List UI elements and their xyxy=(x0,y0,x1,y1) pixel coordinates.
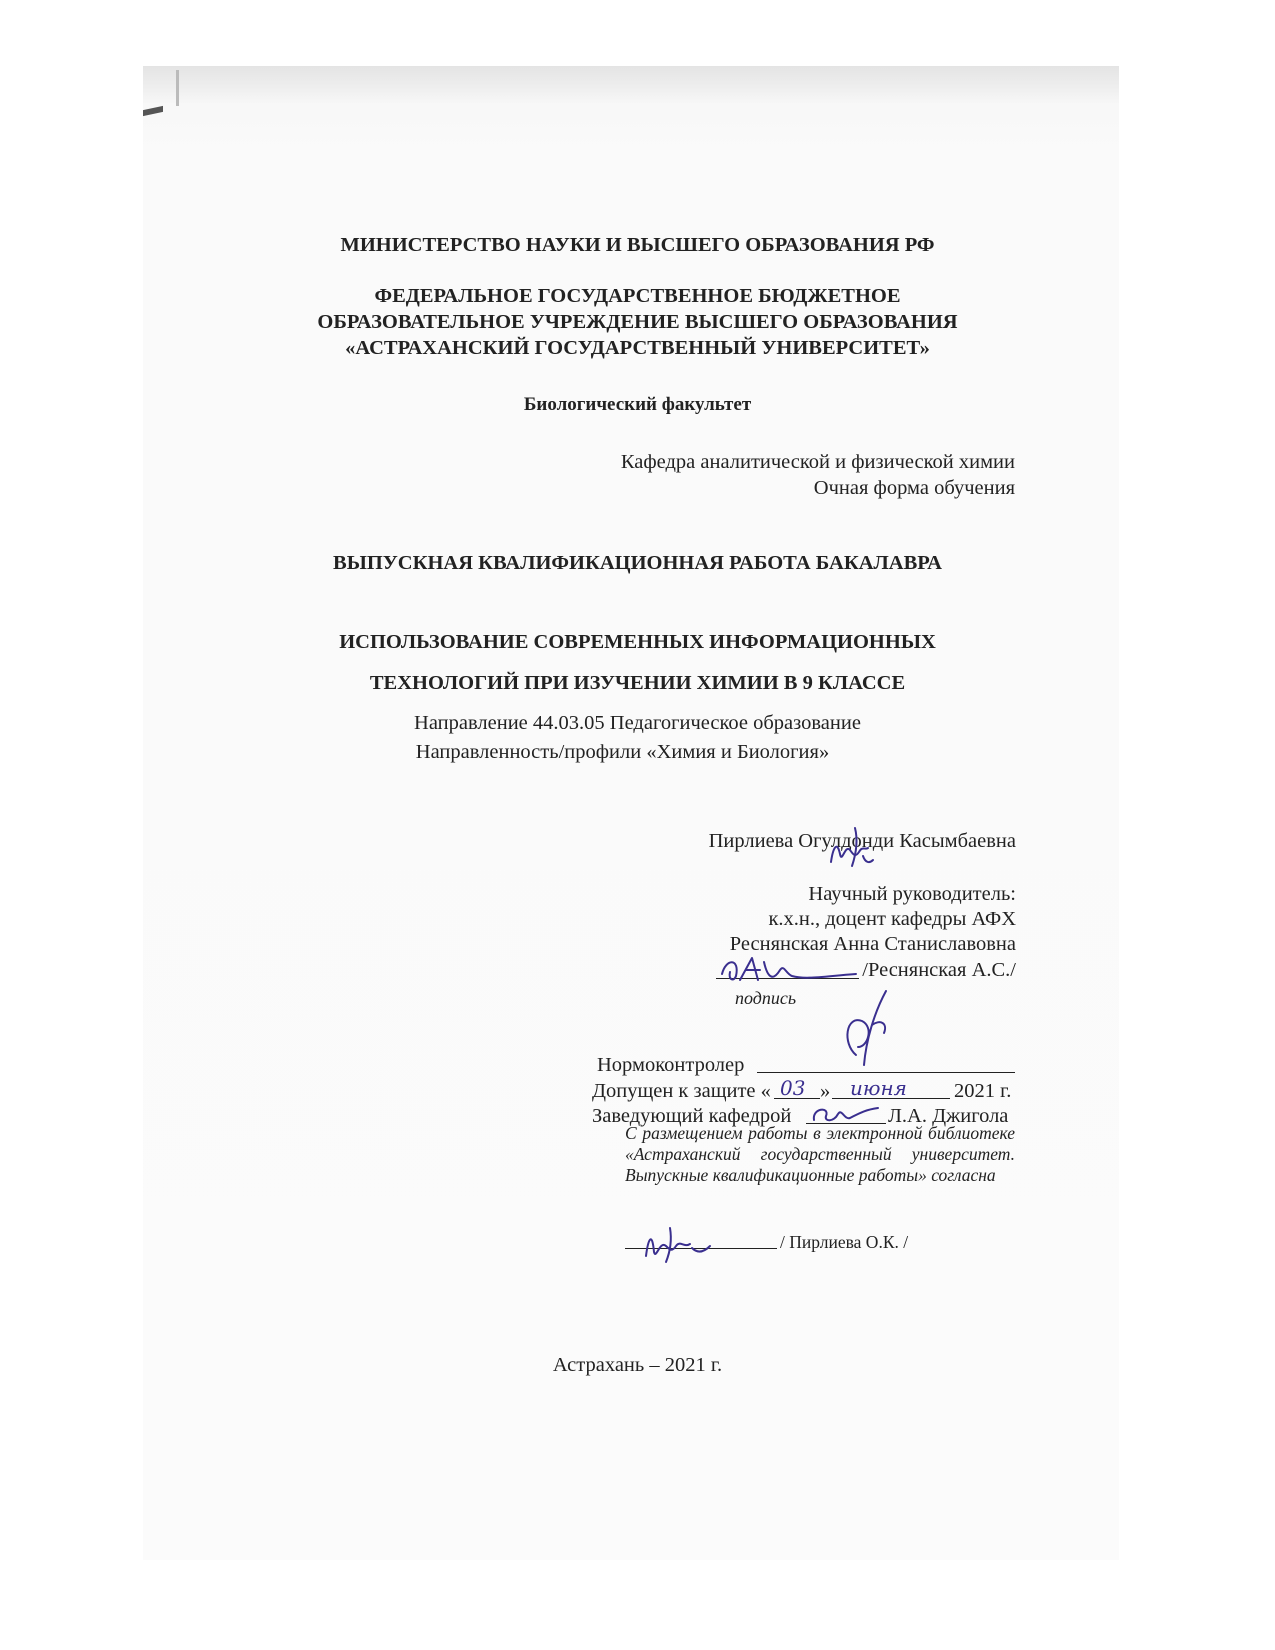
institution-line-3: «АСТРАХАНСКИЙ ГОСУДАРСТВЕННЫЙ УНИВЕРСИТЕТ» xyxy=(345,337,930,359)
institution-line-2: ОБРАЗОВАТЕЛЬНОЕ УЧРЕЖДЕНИЕ ВЫСШЕГО ОБРАЗОВАНИЯ xyxy=(317,311,958,333)
library-consent-text: С размещением работы в электронной библиотеке «Астраханский государственный университет. Выпускные квалификационные работы» согласна xyxy=(625,1123,1015,1185)
study-form: Очная форма обучения xyxy=(813,477,1015,499)
city-year: Астрахань – 2021 г. xyxy=(552,1354,723,1376)
supervisor-short-name: /Реснянская А.С./ xyxy=(862,959,1016,981)
supervisor-signature xyxy=(716,950,866,986)
ministry-heading: МИНИСТЕРСТВО НАУКИ И ВЫСШЕГО ОБРАЗОВАНИЯ РФ xyxy=(340,234,935,256)
admitted-day: 03 xyxy=(780,1076,806,1100)
fold-mark xyxy=(176,70,179,106)
author-name: Пирлиева Огулдонди Касымбаевна xyxy=(708,830,1016,852)
normcontrol-label: Нормоконтролер xyxy=(597,1054,745,1076)
signature-caption: подпись xyxy=(735,988,797,1008)
work-title-line-1: ИСПОЛЬЗОВАНИЕ СОВРЕМЕННЫХ ИНФОРМАЦИОННЫХ xyxy=(339,631,936,653)
supervisor-name: Реснянская Анна Станиславовна xyxy=(729,933,1016,955)
head-label: Заведующий кафедрой xyxy=(592,1105,792,1127)
head-name: Л.А. Джигола xyxy=(888,1105,1009,1127)
normcontrol-signature xyxy=(828,985,898,1070)
department-name: Кафедра аналитической и физической химии xyxy=(620,451,1015,473)
study-direction: Направление 44.03.05 Педагогическое образование xyxy=(414,712,861,734)
consent-signer: / Пирлиева О.К. / xyxy=(780,1232,909,1252)
author-signature xyxy=(825,820,885,875)
work-type: ВЫПУСКНАЯ КВАЛИФИКАЦИОННАЯ РАБОТА БАКАЛАВРА xyxy=(333,552,942,574)
normcontrol-signature-line xyxy=(757,1072,1015,1073)
work-title-line-2: ТЕХНОЛОГИЙ ПРИ ИЗУЧЕНИИ ХИМИИ В 9 КЛАССЕ xyxy=(369,672,906,694)
institution-line-1: ФЕДЕРАЛЬНОЕ ГОСУДАРСТВЕННОЕ БЮДЖЕТНОЕ xyxy=(374,285,901,307)
study-profile: Направленность/профили «Химия и Биология» xyxy=(415,741,830,763)
faculty-name: Биологический факультет xyxy=(523,394,752,415)
scan-shadow xyxy=(143,66,1119,104)
consent-signature xyxy=(640,1222,720,1264)
supervisor-title: к.х.н., доцент кафедры АФХ xyxy=(768,908,1016,930)
admitted-quote: » xyxy=(820,1080,831,1102)
admitted-year: 2021 г. xyxy=(954,1080,1012,1102)
admitted-month: июня xyxy=(850,1076,907,1100)
supervisor-label: Научный руководитель: xyxy=(808,883,1016,905)
admitted-label: Допущен к защите « xyxy=(592,1080,771,1102)
